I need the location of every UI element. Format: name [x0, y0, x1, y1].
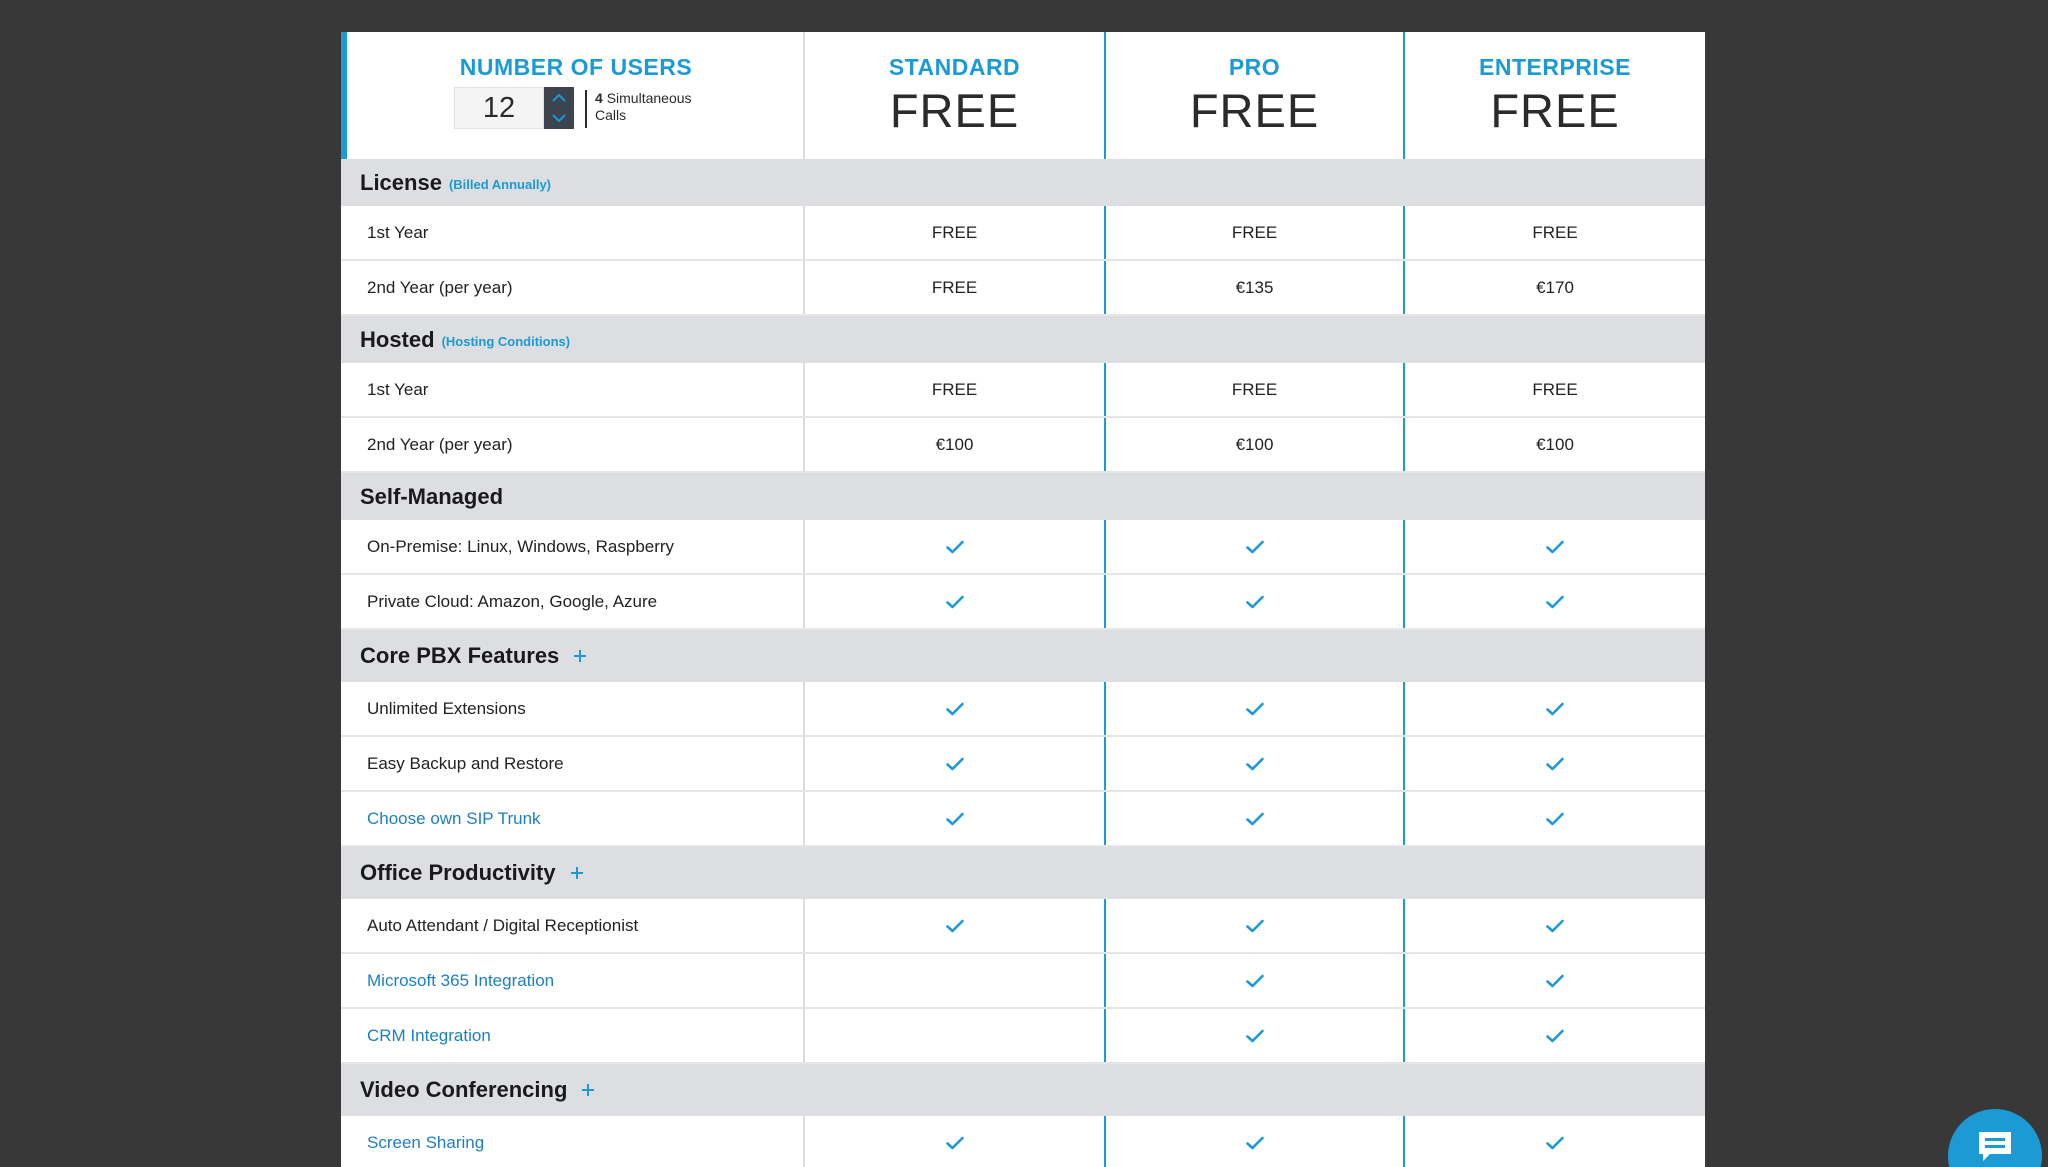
table-row — [341, 418, 1705, 473]
plan-price: FREE — [1189, 84, 1320, 137]
plan-enterprise-header — [1405, 32, 1705, 159]
section-video-conferencing[interactable] — [341, 1064, 1705, 1116]
users-count-input[interactable]: 12 — [454, 87, 544, 129]
row-label: Unlimited Extensions — [367, 699, 526, 718]
cell-value: €100 — [1536, 434, 1574, 454]
section-license — [341, 159, 1705, 206]
check-icon — [805, 899, 1104, 952]
plan-name: ENTERPRISE — [1479, 54, 1631, 80]
table-row — [341, 363, 1705, 418]
table-row — [341, 206, 1705, 261]
plan-price: FREE — [1490, 84, 1620, 137]
calls-label-2: Calls — [595, 107, 627, 123]
cell-value: FREE — [931, 379, 978, 399]
check-icon — [1106, 792, 1403, 845]
chat-icon — [1976, 1129, 2014, 1165]
cell-value: FREE — [1231, 222, 1278, 242]
plan-pro-header — [1106, 32, 1403, 159]
section-self-managed — [341, 473, 1705, 520]
row-label: Auto Attendant / Digital Receptionist — [367, 916, 639, 935]
check-icon — [1106, 682, 1403, 735]
calls-divider — [585, 90, 587, 128]
plan-price: FREE — [889, 84, 1020, 137]
table-row — [341, 520, 1705, 575]
check-icon — [1405, 520, 1705, 573]
increment-button[interactable] — [544, 87, 574, 108]
number-of-users-header — [347, 32, 805, 159]
check-icon — [1405, 954, 1705, 1007]
check-icon — [1106, 1009, 1403, 1062]
users-title: NUMBER OF USERS — [459, 54, 693, 80]
cell-value: FREE — [1231, 379, 1278, 399]
section-core-pbx[interactable] — [341, 630, 1705, 682]
check-icon — [1106, 737, 1403, 790]
calls-label-1: Simultaneous — [606, 90, 692, 106]
row-label: 1st Year — [367, 223, 429, 242]
table-row — [341, 261, 1705, 316]
section-title: Video Conferencing — [360, 1077, 568, 1102]
chevron-down-icon — [552, 114, 566, 123]
table-row — [341, 954, 1705, 1009]
table-row — [341, 899, 1705, 954]
crm-integration-link[interactable]: CRM Integration — [367, 1026, 491, 1045]
check-icon — [805, 520, 1104, 573]
check-icon — [1106, 520, 1403, 573]
users-stepper — [544, 87, 574, 129]
row-label: On-Premise: Linux, Windows, Raspberry — [367, 537, 675, 556]
table-row — [341, 575, 1705, 630]
simultaneous-calls — [595, 90, 715, 124]
table-row — [341, 792, 1705, 847]
choose-sip-trunk-link[interactable]: Choose own SIP Trunk — [367, 809, 541, 828]
section-title: Core PBX Features — [360, 643, 560, 668]
cell-value: FREE — [931, 277, 978, 297]
row-label: Private Cloud: Amazon, Google, Azure — [367, 592, 658, 611]
expand-plus-icon[interactable] — [573, 649, 587, 663]
plan-standard-header — [805, 32, 1104, 159]
cell-value: FREE — [1532, 379, 1578, 399]
calls-count: 4 — [595, 90, 603, 106]
chat-button[interactable] — [1948, 1109, 2042, 1167]
microsoft-365-link[interactable]: Microsoft 365 Integration — [367, 971, 555, 990]
check-icon — [1405, 1116, 1705, 1167]
cell-value: €100 — [1235, 434, 1274, 454]
section-title: License — [360, 169, 442, 195]
chevron-up-icon — [552, 93, 566, 102]
check-icon — [805, 1116, 1104, 1167]
row-label: 1st Year — [367, 380, 429, 399]
row-label: 2nd Year (per year) — [367, 435, 513, 454]
billed-annually-link[interactable]: (Billed Annually) — [448, 177, 552, 192]
screen-sharing-link[interactable]: Screen Sharing — [367, 1133, 485, 1152]
row-label: Easy Backup and Restore — [367, 754, 564, 773]
check-icon — [1405, 792, 1705, 845]
check-icon — [1405, 1009, 1705, 1062]
table-row — [341, 1009, 1705, 1064]
check-icon — [805, 737, 1104, 790]
pricing-table — [341, 32, 1705, 1167]
hosting-conditions-link[interactable]: (Hosting Conditions) — [441, 334, 571, 349]
check-icon — [1405, 682, 1705, 735]
section-office-productivity[interactable] — [341, 847, 1705, 899]
table-row — [341, 682, 1705, 737]
section-hosted — [341, 316, 1705, 363]
cell-value: €100 — [935, 434, 974, 454]
check-icon — [1106, 575, 1403, 628]
check-icon — [1106, 899, 1403, 952]
check-icon — [805, 682, 1104, 735]
check-icon — [805, 792, 1104, 845]
row-label: 2nd Year (per year) — [367, 278, 513, 297]
check-icon — [1405, 899, 1705, 952]
plan-name: PRO — [1228, 54, 1281, 80]
check-icon — [1106, 1116, 1403, 1167]
plan-name: STANDARD — [888, 54, 1021, 80]
check-icon — [1405, 575, 1705, 628]
check-icon — [1106, 954, 1403, 1007]
cell-value: FREE — [1532, 222, 1578, 242]
expand-plus-icon[interactable] — [570, 866, 584, 880]
decrement-button[interactable] — [544, 108, 574, 129]
section-title: Self-Managed — [360, 483, 504, 509]
cell-value: €170 — [1536, 277, 1574, 297]
cell-value: FREE — [931, 222, 978, 242]
cell-value: €135 — [1235, 277, 1274, 297]
expand-plus-icon[interactable] — [581, 1083, 595, 1097]
check-icon — [805, 575, 1104, 628]
section-title: Office Productivity — [360, 860, 556, 885]
check-icon — [1405, 737, 1705, 790]
section-title: Hosted — [360, 326, 435, 352]
table-row — [341, 737, 1705, 792]
table-row — [341, 1116, 1705, 1167]
